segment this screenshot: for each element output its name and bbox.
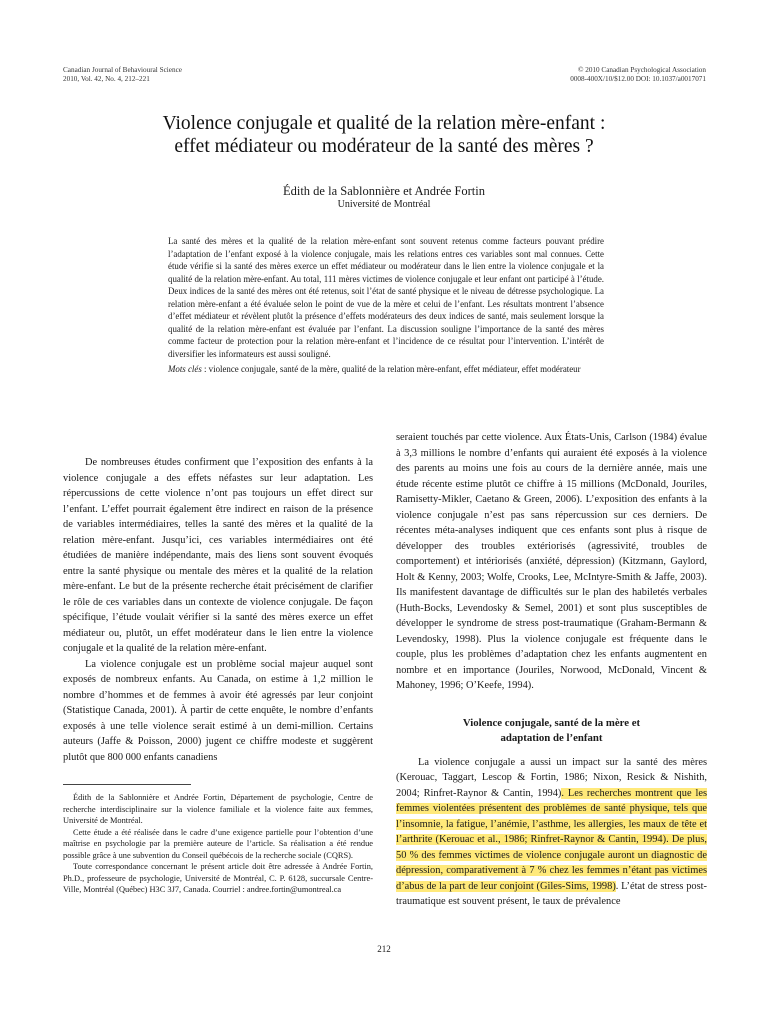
footnotes	[63, 792, 373, 896]
paragraph-2-start: La violence conjugale a aussi un impact sur la santé des mères (Kerouac, Taggart, Lescop & Fortin, 1986; Nixon, Resick & Nishith, 2004; Rinfret-Raynor & Cantin, 1994)	[396, 756, 707, 799]
right-paragraph-1: seraient touchés par cette violence. Aux États-Unis, Carlson (1984) évalue à 3,3 millions le nombre d’enfants qui auraient été exposés à la violence des parents au moins une fois au cours de la dernière année, mais une étude récente estime plutôt ce chiffre à 15 millions (McDonald, Jouriles, Ramisetty-Mikler, Caetano & Green, 2006). L’exposition des enfants à la violence conjugale n’est pas sans répercussion sur ces derniers. De récentes méta-analyses indiquent que ces enfants sont plus à risque de développer des troubles extériorisés (agressivité, troubles de comportement) et intériorisés (anxiété, dépression) (Kitzmann, Gaylord, Holt & Kenny, 2003; Wolfe, Crooks, Lee, McIntyre-Smith & Jaffe, 2003). Ils manifestent davantage de difficultés sur le plan des habiletés verbales (Huth-Bocks, Levendosky & Semel, 2001) et sont plus susceptibles de développer le syndrome de stress post-traumatique (Graham-Bermann & Levendosky, 1998). Plus la violence conjugale est fréquente dans le couple, plus les problèmes d’adaptation chez les enfants augmentent en nombre et en importance (Jouriles, Norwood, McDonald, Vincent & Mahoney, 1996; O’Keefe, 1994).	[396, 432, 707, 691]
affiliation: Université de Montréal	[337, 199, 431, 210]
footnote-divider	[63, 784, 191, 785]
left-column	[63, 455, 373, 765]
footnote-affiliation: Édith de la Sablonnière et Andrée Fortin, Département de psychologie, Centre de recherche interdisciplinaire sur la violence familiale et la violence faite aux femmes, Université de Montréal.	[63, 793, 373, 825]
section-heading-line-2: adaptation de l’enfant	[500, 732, 603, 744]
highlighted-passage[interactable]: . Les recherches montrent que les femmes violentées présentent des problèmes de santé physique, tels que l’insomnie, la fatigue, l’anémie, l’asthme, les allergies, les maux de tête et l’arthrite (Kerouac et al., 1986; Rinfret-Raynor & Cantin, 1994). De plus, 50 % des femmes victimes de violence conjugale auront un diagnostic de dépression, comparativement à 7 % chez les femmes n’étant pas victimes d’abus de la part de leur conjoint (Giles-Sims, 1998)	[396, 787, 708, 892]
keywords	[168, 363, 604, 376]
abstract: La santé des mères et la qualité de la relation mère-enfant sont souvent retenus comme facteurs pouvant prédire l’adaptation de l’enfant exposé à la violence conjugale, mais les relations entres ces variables sont mal connues. Cette étude vérifie si la santé des mères exerce un effet médiateur ou modérateur dans le lien entre la violence conjugale et la qualité de la relation mère-enfant. Au total, 111 mères victimes de violence conjugale et leur enfant ont participé à l’étude. Deux indices de la santé des mères ont été retenus, soit l’état de santé physique et le niveau de détresse psychologique. La relation mère-enfant a été évaluée selon le point de vue de la mère et celui de l’enfant. Les résultats montrent l’absence d’effet médiateur et révèlent plutôt la présence d’effets modérateurs des deux indices de santé, mais seulement lorsque la qualité de la relation mère-enfant est évaluée par l’enfant. La discussion souligne l’importance de la santé des mères comme facteur de protection pour la relation mère-enfant et l’incidence de ce résultat pour l’intervention. L’intérêt de diversifier les informateurs est aussi souligné.	[168, 236, 604, 359]
right-column	[396, 430, 707, 910]
journal-volume: 2010, Vol. 42, No. 4, 212–221	[63, 75, 150, 83]
footnote-correspondence: Toute correspondance concernant le présent article doit être adressée à Andrée Fortin, Ph.D., professeure de psychologie, Université de Montréal, C. P. 6128, succursale Centre-Ville, Montréal (Québec) H3C 3J7, Canada. Courriel : andree.fortin@umontreal.ca	[63, 862, 373, 894]
section-heading	[396, 716, 707, 747]
journal-name: Canadian Journal of Behavioural Science	[63, 66, 182, 74]
right-paragraph-2	[396, 755, 707, 910]
page-number: 212	[377, 944, 391, 954]
left-paragraph-1: De nombreuses études confirment que l’exposition des enfants à la violence conjugale a des effets néfastes sur leur adaptation. Les répercussions de cette violence n’ont pas toujours un effet direct sur l’enfant. L’effet pourrait également être indirect en raison de la présence de variables intermédiaires, telles la santé des mères et la qualité de la relation mère-enfant. Jusqu’ici, ces variables intermédiaires ont été étudiées de manière indépendante, mais des liens sont souvent évoqués entre la santé physique ou mentale des mères et la qualité de la relation mère-enfant. Le but de la présente recherche était précisément de clarifier le rôle de ces variables dans un contexte de violence conjugale. De façon spécifique, l’étude voulait vérifier si la santé des mères exerce un effet médiateur ou, plutôt, un effet modérateur dans le lien entre la violence conjugale et la qualité de la relation mère-enfant.	[63, 457, 373, 654]
keywords-text: : violence conjugale, santé de la mère, qualité de la relation mère-enfant, effet médiateur, effet modérateur	[201, 364, 581, 374]
footnote-funding: Cette étude a été réalisée dans le cadre d’une exigence partielle pour l’obtention d’une maîtrise en psychologie par la première auteure de l’article. Sa réalisation a été rendue possible grâce à une subvention du Conseil québécois de la recherche sociale (CQRS).	[63, 827, 373, 860]
keywords-label: Mots clés	[168, 364, 202, 374]
journal-header	[63, 66, 182, 84]
copyright-line: © 2010 Canadian Psychological Association	[577, 66, 706, 74]
paragraph-2-end: . L’état de stress post-traumatique est souvent présent, le taux de prévalence	[396, 880, 707, 907]
article-title	[60, 112, 708, 158]
left-paragraph-2: La violence conjugale est un problème social majeur auquel sont exposés de nombreux enfants. Au Canada, on estime à 1,2 million le nombre d’hommes et de femmes à avoir été agressés par leur conjoint (Statistique Canada, 2001). À partir de cette enquête, le nombre d’enfants exposés à une telle violence serait estimé à un demi-million. Certains auteurs (Jaffe & Poisson, 2000) jugent ce chiffre modeste et suggèrent plutôt que 800 000 enfants canadiens	[63, 658, 373, 763]
section-heading-line-1: Violence conjugale, santé de la mère et	[462, 716, 641, 729]
title-line-1: Violence conjugale et qualité de la relation mère-enfant :	[162, 113, 606, 134]
doi-line: 0008-400X/10/$12.00 DOI: 10.1037/a0017071	[570, 75, 706, 83]
copyright-header	[570, 66, 706, 84]
title-line-2: effet médiateur ou modérateur de la santé des mères ?	[174, 136, 594, 157]
authors: Édith de la Sablonnière et Andrée Fortin	[282, 184, 486, 198]
